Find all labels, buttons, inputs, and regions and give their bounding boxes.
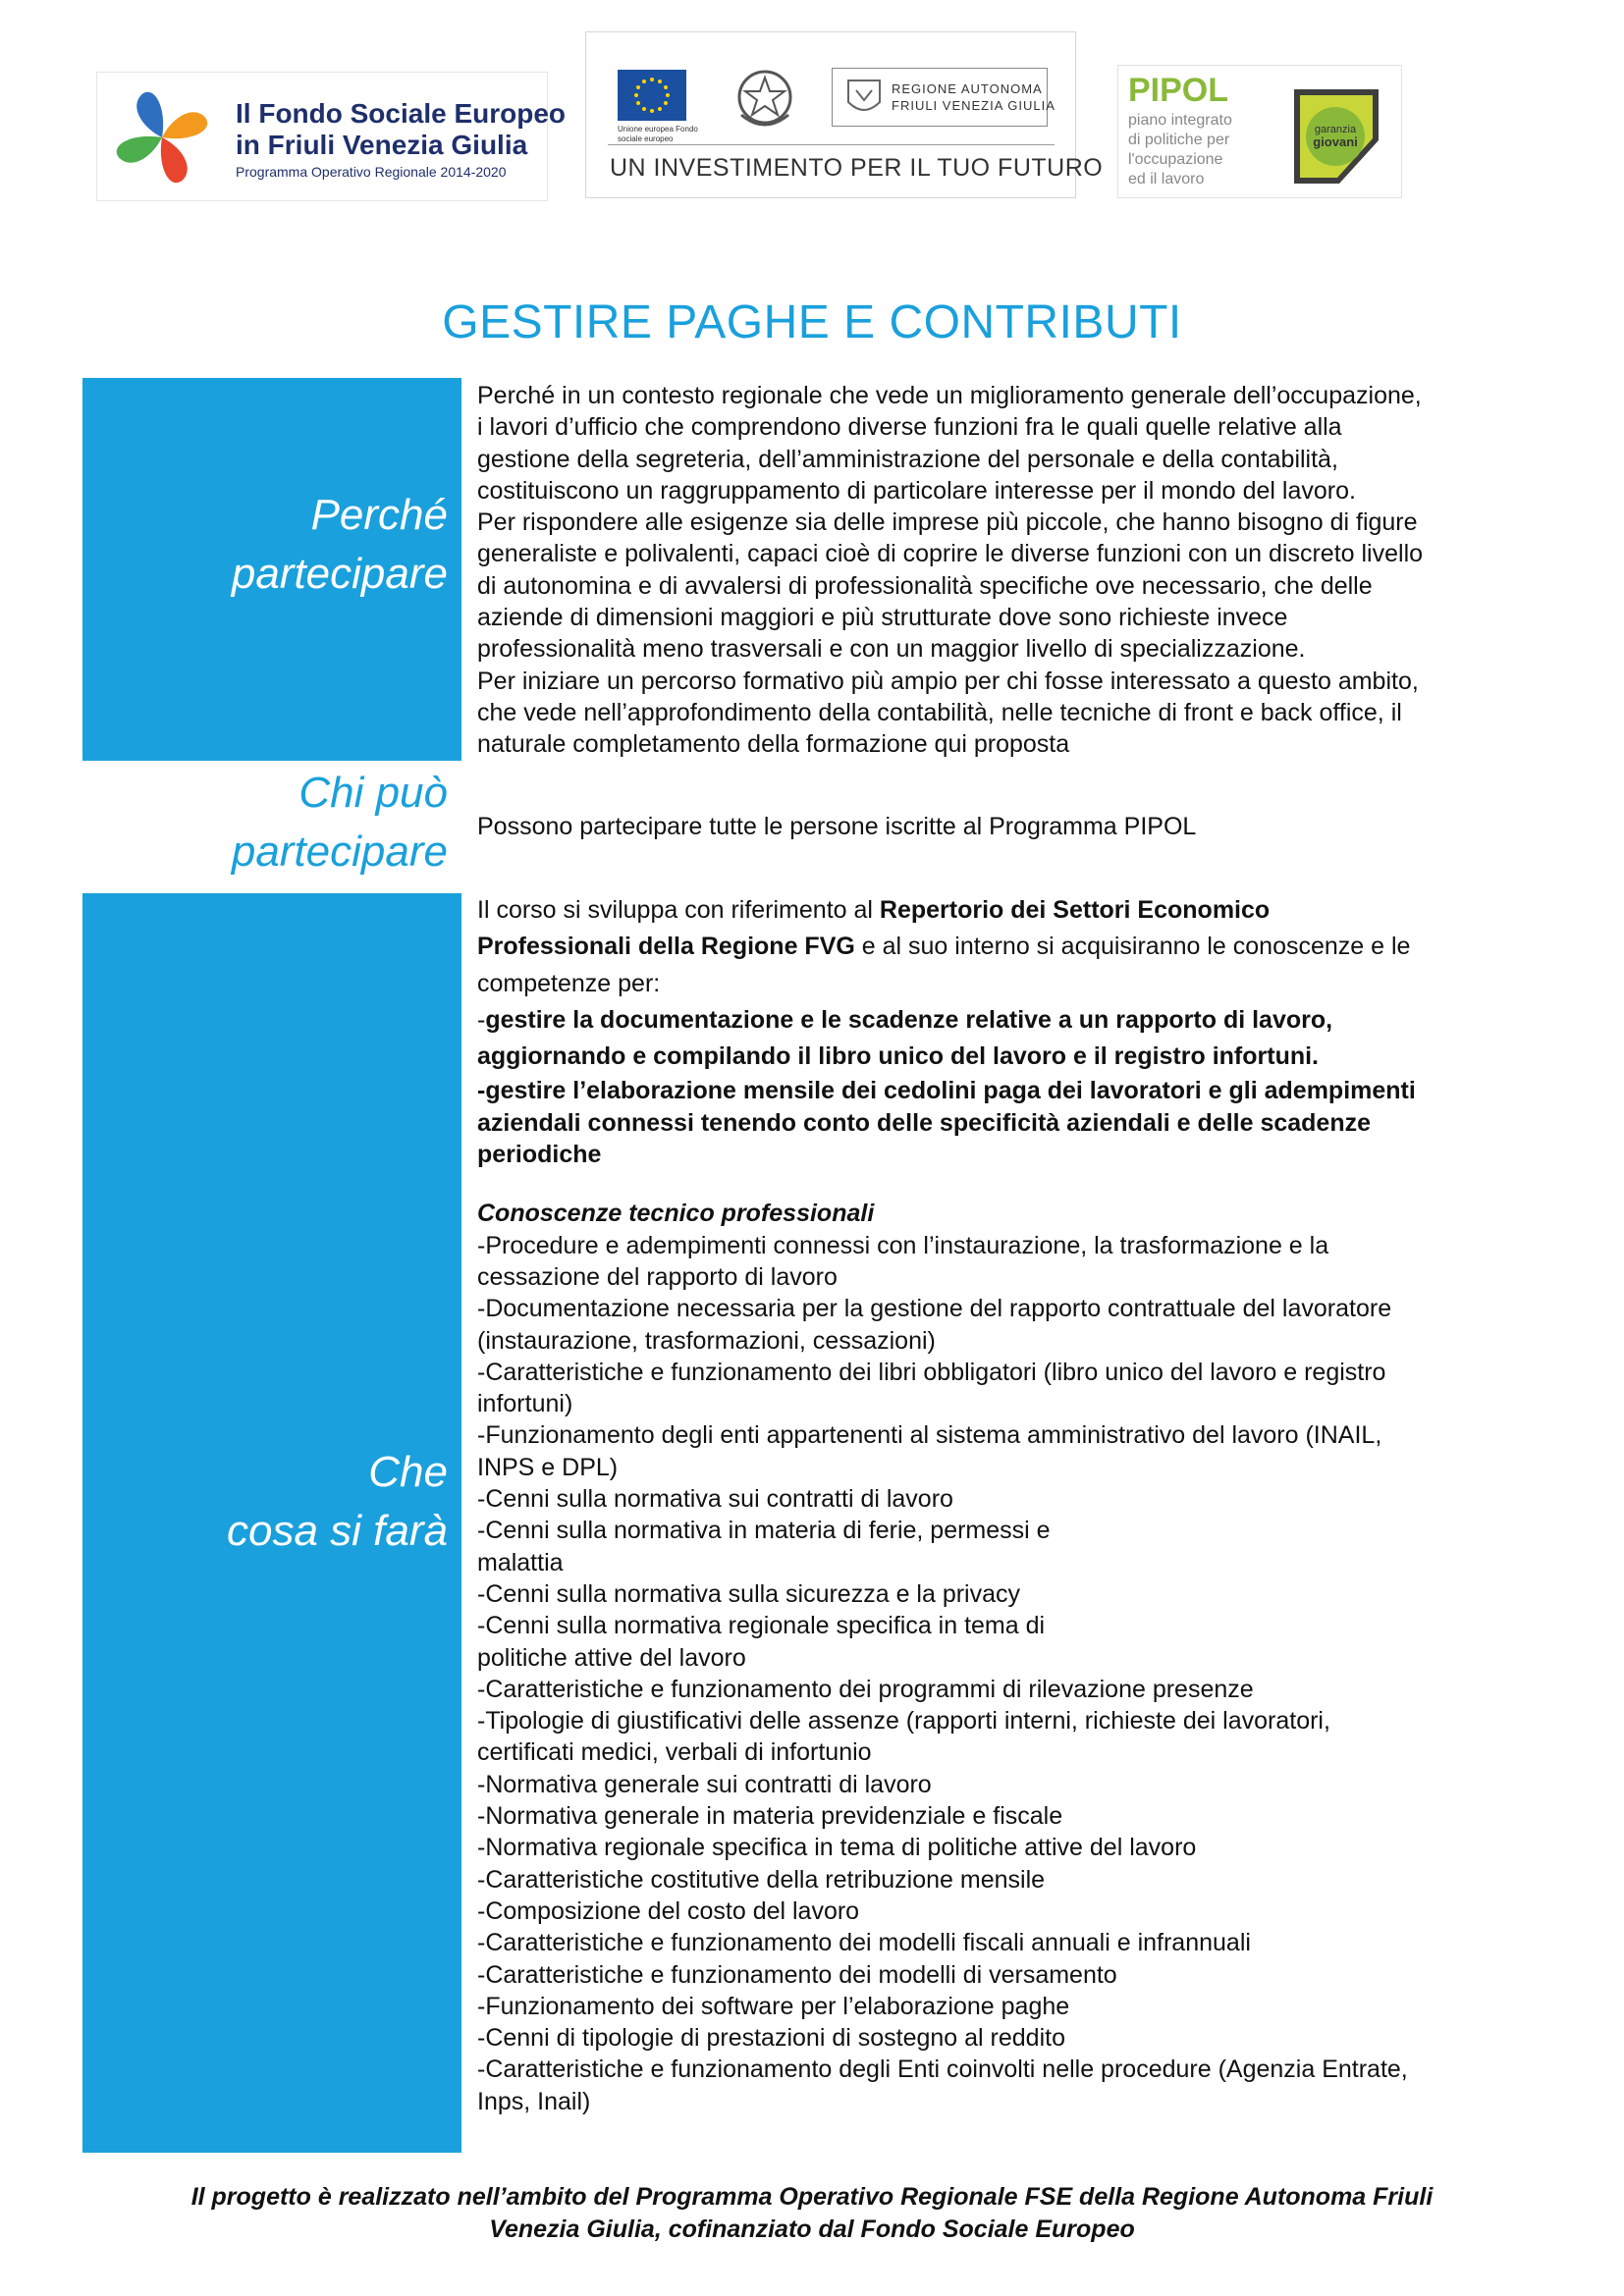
objective-line: periodiche [477,1141,602,1169]
intro-text: Il corso si sviluppa con riferimento al [477,896,880,924]
intro-text: e al suo interno si acquisiranno le conoscenze e le [854,933,1411,961]
text-line: di autonomina e di avvalersi di professionalità specifiche ove necessario, che delle [477,571,1373,600]
list-item: -Procedure e adempimenti connessi con l’instaurazione, la trasformazione e la [477,1231,1329,1259]
fse-pinwheel-icon [111,86,213,188]
list-item: malattia [477,1548,564,1576]
list-item: -Caratteristiche costitutive della retribuzione mensile [477,1865,1046,1894]
italian-emblem-icon [733,66,796,131]
text-line: Perché in un contesto regionale che vede un miglioramento generale dell’occupazione, [477,382,1422,409]
divider [608,144,1055,145]
list-item: -Documentazione necessaria per la gestione del rapporto contrattuale del lavoratore [477,1295,1392,1323]
text-line: i lavori d’ufficio che comprendono diverse funzioni fra le quali quelle relative alla [477,413,1342,442]
text-line: costituiscono un raggruppamento di particolare interesse per il mondo del lavoro. [477,476,1356,505]
footer-note [0,2181,1624,2246]
knowledge-list [477,1230,1567,2117]
section-label-text [232,486,448,604]
label-line: cosa si farà [227,1507,448,1555]
list-item: -Normativa generale sui contratti di lavoro [477,1770,932,1798]
intro-line [477,892,1567,929]
badge-text-garanzia: garanzia [1314,124,1357,135]
region-name-line1: REGIONE AUTONOMA [892,81,1043,96]
fse-title-line2: in Friuli Venezia Giulia [236,130,528,160]
text-line: che vede nell’approfondimento della contabilità, nelle tecniche di front e back office, il [477,698,1402,726]
list-item: -Caratteristiche e funzionamento dei modelli fiscali annuali e infrannuali [477,1929,1251,1957]
region-eagle-icon [844,77,884,118]
list-item: -Cenni di tipologie di prestazioni di sostegno al reddito [477,2024,1065,2053]
eu-flag-icon [618,70,686,121]
list-item: -Caratteristiche e funzionamento degli Enti coinvolti nelle procedure (Agenzia Entrate, [477,2056,1408,2084]
region-logo [832,68,1056,127]
list-item: -Cenni sulla normativa sui contratti di lavoro [477,1485,953,1514]
list-item: certificati medici, verbali di infortunio [477,1738,872,1767]
list-item: -Caratteristiche e funzionamento dei programmi di rilevazione presenze [477,1675,1254,1703]
pipol-subtitle [1128,111,1232,189]
list-item: cessazione del rapporto di lavoro [477,1262,838,1291]
text-line: professionalità meno trasversali e con un maggior livello di specializzazione. [477,635,1306,664]
objective-line: -gestire l’elaborazione mensile dei cedolini paga dei lavoratori e gli adempimenti [477,1077,1416,1105]
investment-logo-box [585,31,1104,198]
text-line: aziende di dimensioni maggiori e più strutturate dove sono richieste invece [477,604,1288,632]
intro-line [477,929,1567,965]
objective-dash: - [477,1005,486,1034]
list-item: -Cenni sulla normativa in materia di ferie, permessi e [477,1517,1051,1545]
list-item: politiche attive del lavoro [477,1643,746,1672]
label-line: partecipare [231,828,448,876]
footer-line: Venezia Giulia, cofinanziato dal Fondo Sociale Europeo [489,2216,1135,2243]
list-item: -Cenni sulla normativa sulla sicurezza e la privacy [477,1579,1021,1608]
garanzia-giovani-badge-icon [1280,81,1390,191]
region-name [892,80,1056,114]
che-text [477,892,1567,2117]
label-line: Perché [310,491,448,539]
objective-2 [477,1075,1567,1170]
label-line: Che [368,1448,448,1496]
list-item: -Funzionamento degli enti appartenenti al sistema amministrativo del lavoro (INAIL, [477,1421,1382,1450]
text-line: naturale completamento della formazione qui proposta [477,730,1070,759]
section-label-text [232,764,448,881]
text-line: generaliste e polivalenti, capaci cioè di coprire le diverse funzioni con un discreto livello [477,540,1424,568]
fse-title-line1: Il Fondo Sociale Europeo [236,98,567,129]
section-label-text [227,1443,448,1561]
objective-line: aziendali connessi tenendo conto delle specificità aziendali e delle scadenze [477,1108,1372,1137]
fse-logo [96,72,567,201]
list-item: (instaurazione, trasformazioni, cessazioni) [477,1326,936,1355]
list-item: -Normativa regionale specifica in tema di politiche attive del lavoro [477,1834,1197,1862]
list-item: -Tipologie di giustificativi delle assenze (rapporti interni, richieste dei lavoratori, [477,1707,1330,1735]
list-item: -Funzionamento dei software per l’elaborazione paghe [477,1992,1070,2020]
intro-bold: Professionali della Regione FVG [477,933,855,961]
intro-bold: Repertorio dei Settori Economico [879,896,1271,924]
pipol-name: PIPOL [1128,72,1229,109]
text-line: Per rispondere alle esigenze sia delle imprese più piccole, che hanno bisogno di figure [477,508,1418,537]
list-item: -Caratteristiche e funzionamento dei libri obbligatori (libro unico del lavoro e registro [477,1358,1386,1386]
pipol-subtitle-line: piano integrato [1128,112,1232,129]
section-label-perche [82,378,461,761]
objective-bold: gestire la documentazione e le scadenze relative a un rapporto di lavoro, [485,1005,1333,1034]
objective-line [477,1002,1567,1039]
list-item: infortuni) [477,1390,573,1418]
list-item: -Composizione del costo del lavoro [477,1896,860,1925]
investment-tagline: UN INVESTIMENTO PER IL TUO FUTURO [610,154,1104,182]
list-item: -Caratteristiche e funzionamento dei modelli di versamento [477,1960,1117,1989]
intro-line: competenze per: [477,969,661,997]
text-line: Per iniziare un percorso formativo più ampio per chi fosse interessato a questo ambito, [477,667,1419,695]
label-line: partecipare [231,550,448,598]
list-item: -Cenni sulla normativa regionale specifica in tema di [477,1612,1046,1640]
objective-line [477,1039,1567,1075]
pipol-subtitle-line: ed il lavoro [1128,171,1205,187]
pipol-subtitle-line: di politiche per [1128,132,1230,148]
text-line: gestione della segreteria, dell’amministrazione del personale e della contabilità, [477,445,1338,473]
eu-caption: Unione europea Fondo sociale europeo [618,125,698,143]
perche-text [477,380,1567,761]
list-item: Inps, Inail) [477,2087,591,2115]
section-label-che [82,893,461,2153]
list-item: -Normativa generale in materia previdenziale e fiscale [477,1802,1063,1831]
objective-bold: aggiornando e compilando il libro unico del lavoro e il registro infortuni. [477,1042,1320,1071]
fse-program: Programma Operativo Regionale 2014-2020 [236,164,507,180]
course-intro [477,892,1567,1075]
page-title: GESTIRE PAGHE E CONTRIBUTI [442,296,1182,348]
spacer [477,1170,1567,1198]
section-label-chi [82,764,461,891]
list-item: INPS e DPL) [477,1453,619,1481]
chi-text: Possono partecipare tutte le persone iscritte al Programma PIPOL [477,813,1197,840]
region-name-line2: FRIULI VENEZIA GIULIA [892,98,1056,113]
footer-line: Il progetto è realizzato nell’ambito del Programma Operativo Regionale FSE della Regione Autonoma Friuli [190,2183,1434,2211]
label-line: Chi può [298,769,448,817]
knowledge-heading: Conoscenze tecnico professionali [477,1200,875,1228]
pipol-subtitle-line: l'occupazione [1128,151,1223,168]
pipol-logo [1117,65,1402,198]
badge-text-giovani: giovani [1313,134,1358,149]
